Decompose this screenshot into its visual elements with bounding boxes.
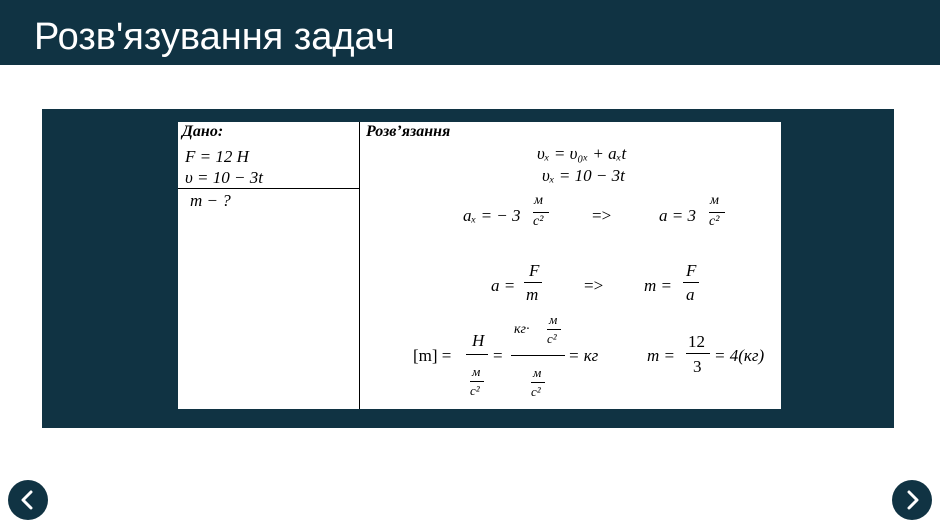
mass-result: = 4(кг): [714, 346, 765, 365]
equals-sign: =: [493, 346, 503, 365]
unit-denominator: с²: [533, 214, 544, 229]
unit-denominator: с²: [709, 214, 720, 229]
kg-unit: кг·: [514, 322, 530, 337]
given-force: F = 12 H: [185, 147, 249, 166]
mass-calculation: m =: [647, 346, 675, 365]
previous-slide-button[interactable]: [8, 480, 48, 520]
denominator-3: 3: [693, 357, 702, 376]
mass-denominator: m: [526, 285, 539, 304]
equation-velocity-specific: υₓ = 10 − 3t: [542, 166, 625, 185]
newton-unit: H: [472, 331, 485, 350]
implies-arrow: =>: [592, 206, 612, 225]
kg-result: = кг: [568, 346, 599, 365]
force-numerator: F: [686, 261, 697, 280]
row-divider: [178, 188, 359, 189]
newton-law: a =: [491, 276, 516, 295]
unit-denominator: с²: [470, 383, 480, 398]
equation-velocity-general: υₓ = υ₀ₓ + aₓt: [537, 144, 627, 163]
slide-title: Розв'язування задач: [34, 16, 395, 58]
unit-numerator: м: [534, 193, 543, 208]
acceleration-value: a = 3: [659, 206, 696, 225]
unit-numerator: м: [472, 364, 481, 379]
numerator-12: 12: [688, 332, 705, 351]
unit-numerator: м: [710, 193, 719, 208]
solution-sheet: [178, 122, 781, 409]
fraction-bar: [686, 353, 710, 354]
unknown-mass: m − ?: [190, 191, 231, 210]
fraction-bar: [466, 354, 488, 355]
force-numerator: F: [529, 261, 540, 280]
fraction-bar: [547, 329, 561, 330]
given-velocity: υ = 10 − 3t: [185, 168, 263, 187]
fraction-bar: [533, 212, 549, 213]
chevron-right-icon: [892, 480, 932, 520]
unit-numerator: м: [549, 312, 558, 327]
fraction-bar: [524, 282, 542, 283]
solution-heading: Розв’язання: [366, 123, 451, 140]
slide-header: [0, 0, 940, 65]
fraction-bar: [683, 282, 699, 283]
unit-numerator: м: [533, 365, 542, 380]
chevron-left-icon: [8, 480, 48, 520]
fraction-bar: [470, 381, 484, 382]
acceleration-x: aₓ = − 3: [463, 206, 521, 225]
given-heading: Дано:: [182, 123, 224, 140]
acceleration-denominator: a: [686, 285, 695, 304]
unit-denominator: с²: [531, 384, 541, 399]
unit-check: [m] =: [413, 346, 452, 365]
implies-arrow: =>: [584, 276, 604, 295]
column-divider: [359, 122, 360, 409]
fraction-bar: [531, 382, 545, 383]
fraction-bar: [511, 355, 565, 356]
mass-formula: m =: [644, 276, 672, 295]
next-slide-button[interactable]: [892, 480, 932, 520]
fraction-bar: [709, 212, 725, 213]
unit-denominator: с²: [547, 331, 557, 346]
